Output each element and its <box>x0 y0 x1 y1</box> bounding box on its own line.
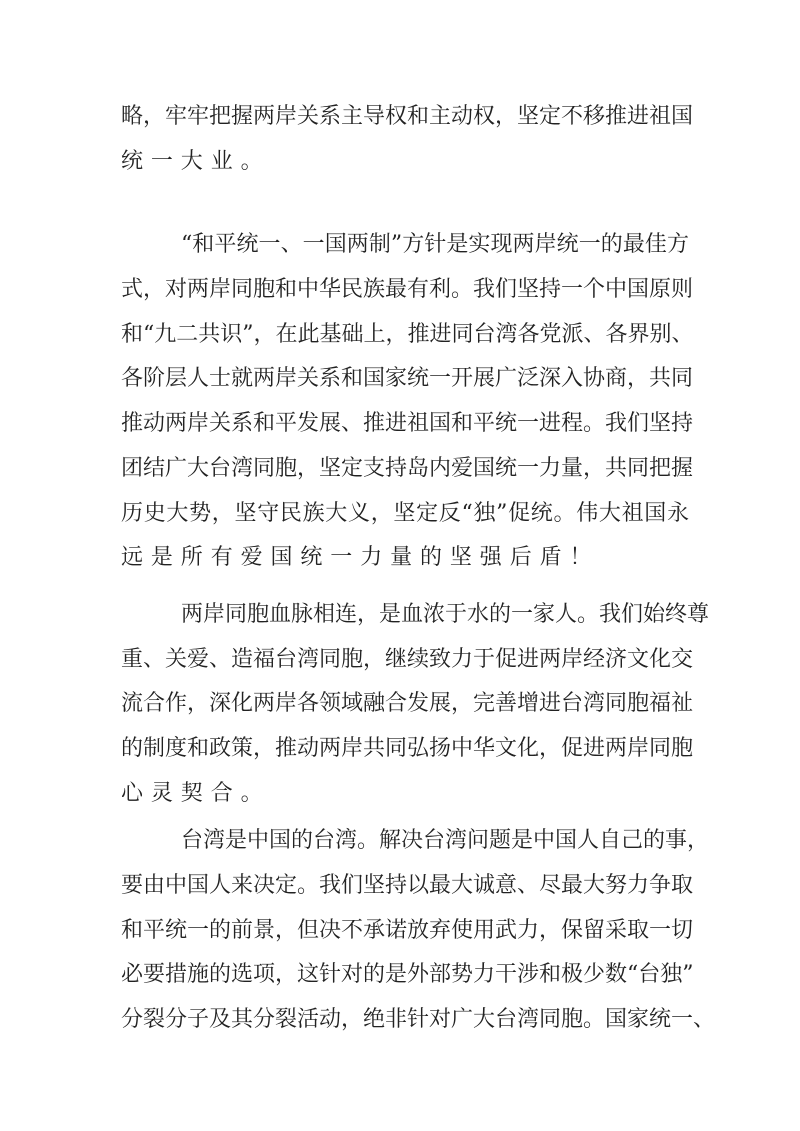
text-line: 和平统一的前景，但决不承诺放弃使用武力，保留采取一切 <box>121 917 694 943</box>
text-line: 分裂分子及其分裂活动，绝非针对广大台湾同胞。国家统一、 <box>121 1007 716 1033</box>
document-page <box>121 95 716 1043</box>
paragraph <box>121 95 694 184</box>
text-line: 远是所有爱国统一力量的坚强后盾！ <box>121 545 600 571</box>
text-line: 各阶层人士就两岸关系和国家统一开展广泛深入协商，共同 <box>121 366 694 392</box>
text-line: 心灵契合。 <box>121 780 271 806</box>
text-line: 两岸同胞血脉相连，是血浓于水的一家人。我们始终尊 <box>181 601 710 627</box>
text-line: “和平统一、一国两制”方针是实现两岸统一的最佳方 <box>181 232 689 258</box>
text-line: 必要措施的选项，这针对的是外部势力干涉和极少数“台独” <box>121 962 694 988</box>
text-line: 重、关爱、造福台湾同胞，继续致力于促进两岸经济文化交 <box>121 646 694 672</box>
text-line: 要由中国人来决定。我们坚持以最大诚意、尽最大努力争取 <box>121 873 694 898</box>
text-line: 台湾是中国的台湾。解决台湾问题是中国人自己的事， <box>181 828 710 854</box>
text-line: 和“九二共识”，在此基础上，推进同台湾各党派、各界别、 <box>121 321 694 347</box>
text-line: 统一大业。 <box>121 148 271 174</box>
text-line: 略，牢牢把握两岸关系主导权和主动权，坚定不移推进祖国 <box>121 104 694 129</box>
text-line: 历史大势，坚守民族大义，坚定反“独”促统。伟大祖国永 <box>121 500 689 526</box>
paragraph <box>121 819 716 1042</box>
paragraph <box>121 223 694 581</box>
text-line: 团结广大台湾同胞，坚定支持岛内爱国统一力量，共同把握 <box>121 455 694 481</box>
text-line: 式，对两岸同胞和中华民族最有利。我们坚持一个中国原则 <box>121 277 694 303</box>
text-line: 流合作，深化两岸各领域融合发展，完善增进台湾同胞福祉 <box>121 691 694 717</box>
text-line: 推动两岸关系和平发展、推进祖国和平统一进程。我们坚持 <box>121 411 694 437</box>
text-line: 的制度和政策，推动两岸共同弘扬中华文化，促进两岸同胞 <box>121 735 694 761</box>
paragraph <box>121 593 710 816</box>
